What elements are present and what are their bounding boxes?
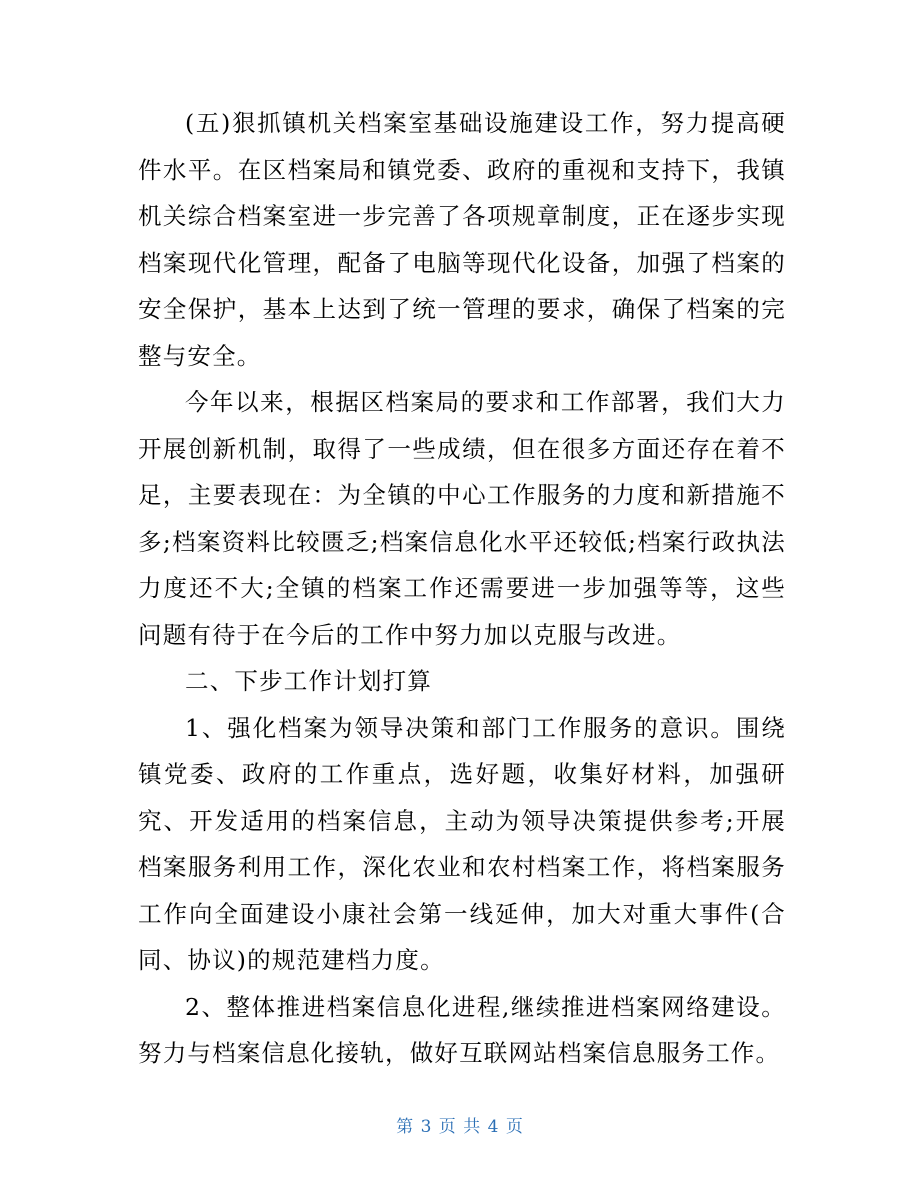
page-number-footer: 第 3 页 共 4 页 [396, 1117, 524, 1137]
paragraph-shortcomings: 今年以来，根据区档案局的要求和工作部署，我们大力开展创新机制，取得了一些成绩，但在很多方面还存在着不足，主要表现在：为全镇的中心工作服务的力度和新措施不多;档案资料比较匮乏;档案信息化水平还较低;档案行政执法力度还不大;全镇的档案工作还需要进一步加强等等，这些问题有待于在今后的工作中努力加以克服与改进。 [138, 388, 786, 649]
paragraph-plan-item-2: 2、整体推进档案信息化进程,继续推进档案网络建设。努力与档案信息化接轨，做好互联网站档案信息服务工作。 [138, 992, 786, 1067]
paragraph-plan-item-1: 1、强化档案为领导决策和部门工作服务的意识。围绕镇党委、政府的工作重点，选好题，收集好材料，加强研究、开发适用的档案信息，主动为领导决策提供参考;开展档案服务利用工作，深化农业和农村档案工作，将档案服务工作向全面建设小康社会第一线延伸，加大对重大事件(合同、协议)的规范建档力度。 [138, 713, 786, 974]
document-body [138, 100, 786, 1077]
paragraph-infrastructure: (五)狠抓镇机关档案室基础设施建设工作，努力提高硬件水平。在区档案局和镇党委、政府的重视和支持下，我镇机关综合档案室进一步完善了各项规章制度，正在逐步实现档案现代化管理，配备了电脑等现代化设备，加强了档案的安全保护，基本上达到了统一管理的要求，确保了档案的完整与安全。 [138, 109, 786, 370]
section-heading-next-plan: 二、下步工作计划打算 [185, 667, 432, 695]
